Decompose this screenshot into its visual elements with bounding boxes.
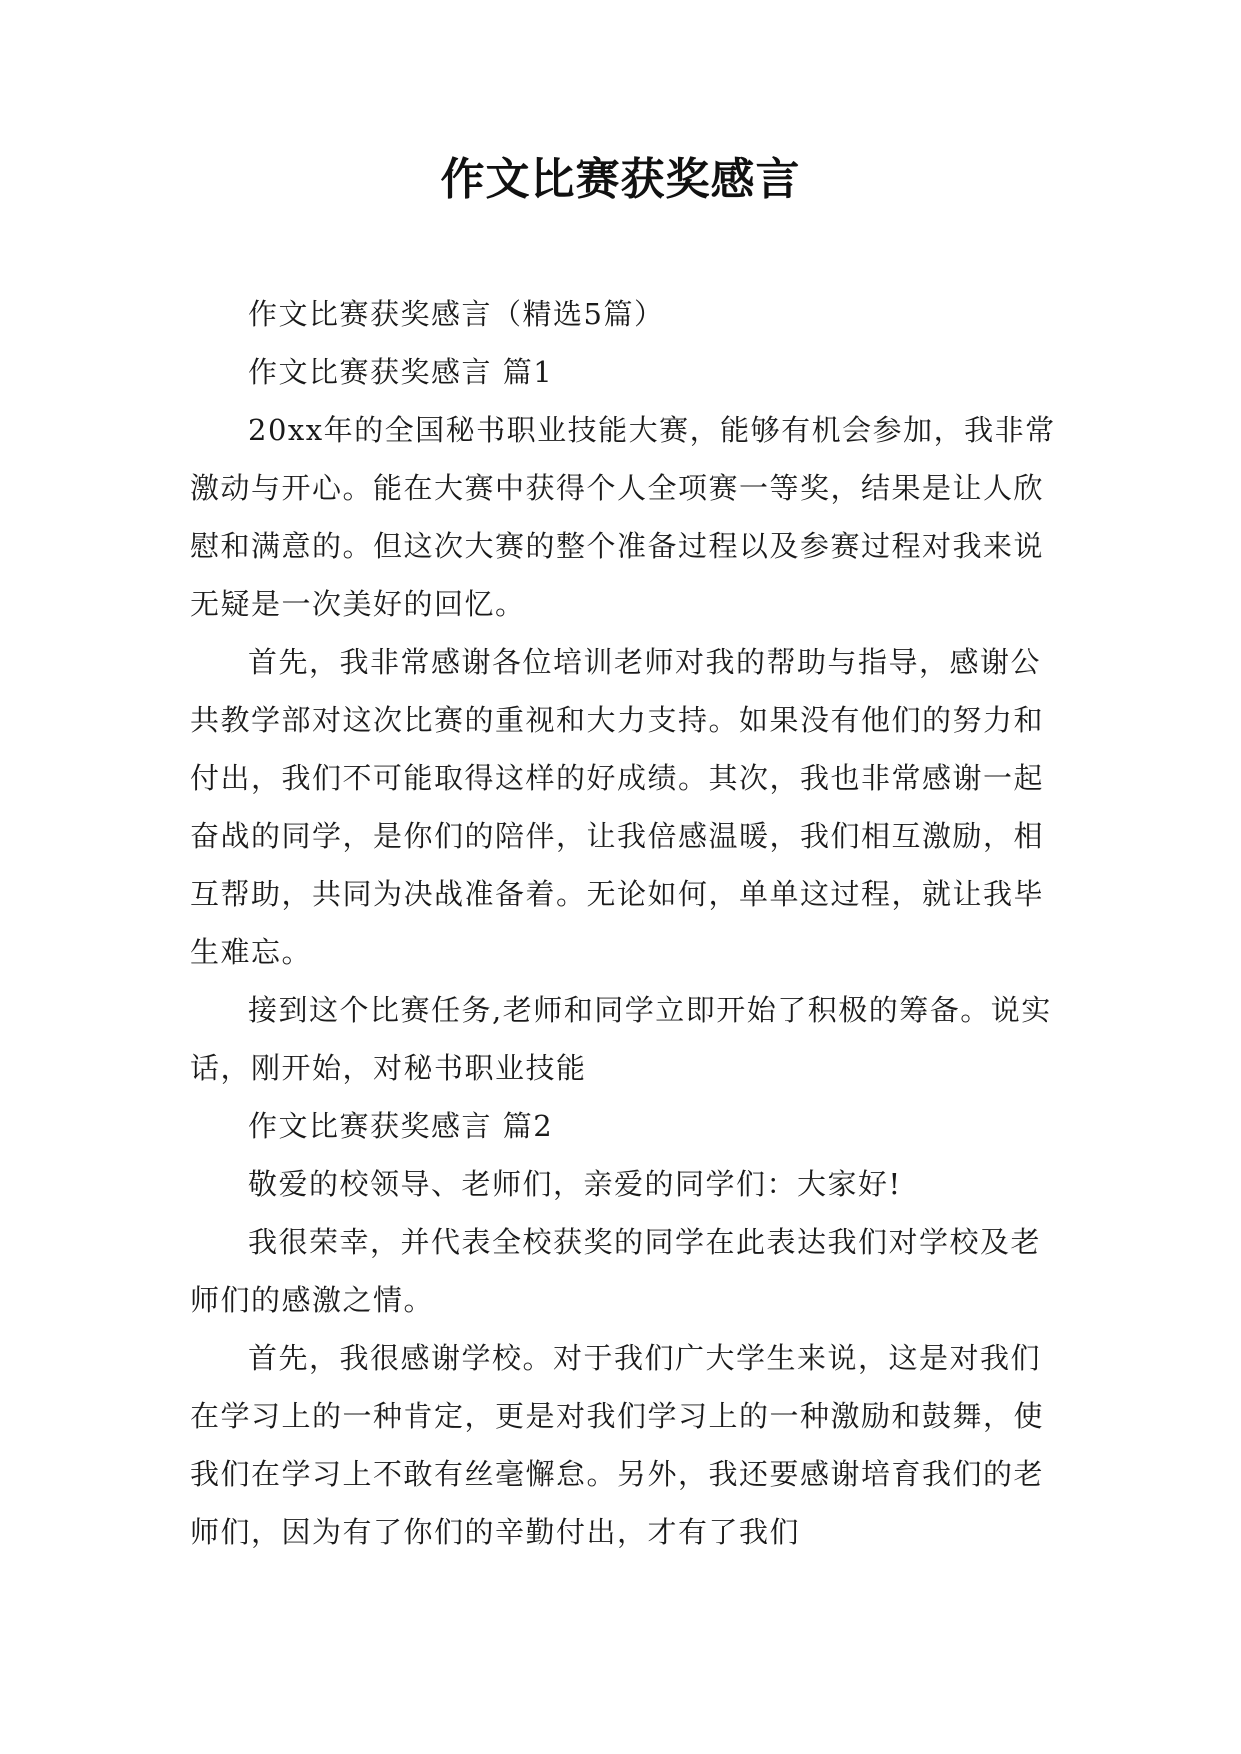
paragraph-section-heading-1: 作文比赛获奖感言 篇1	[248, 355, 554, 389]
paragraph: 接到这个比赛任务,老师和同学立即开始了积极的筹备。说实话，刚开始，对秘书职业技能	[190, 993, 1052, 1085]
paragraph: 首先，我非常感谢各位培训老师对我的帮助与指导，感谢公共教学部对这次比赛的重视和大力支持。如果没有他们的努力和付出，我们不可能取得这样的好成绩。其次，我也非常感谢一起奋战的同学，是你们的陪伴，让我倍感温暖，我们相互激励，相互帮助，共同为决战准备着。无论如何，单单这过程，就让我毕生难忘。	[190, 645, 1045, 969]
document-body	[190, 285, 1060, 1561]
paragraph: 首先，我很感谢学校。对于我们广大学生来说，这是对我们在学习上的一种肯定，更是对我们学习上的一种激励和鼓舞，使我们在学习上不敢有丝毫懈怠。另外，我还要感谢培育我们的老师们，因为有了你们的辛勤付出，才有了我们	[190, 1341, 1045, 1549]
paragraph-greeting: 敬爱的校领导、老师们，亲爱的同学们：大家好!	[248, 1167, 902, 1201]
paragraph: 我很荣幸，并代表全校获奖的同学在此表达我们对学校及老师们的感激之情。	[190, 1225, 1042, 1317]
paragraph: 20xx年的全国秘书职业技能大赛，能够有机会参加，我非常激动与开心。能在大赛中获得个人全项赛一等奖，结果是让人欣慰和满意的。但这次大赛的整个准备过程以及参赛过程对我来说无疑是一次美好的回忆。	[190, 413, 1056, 621]
document-title: 作文比赛获奖感言	[440, 154, 801, 205]
paragraph-section-heading-2: 作文比赛获奖感言 篇2	[248, 1109, 554, 1143]
paragraph-subtitle: 作文比赛获奖感言（精选5篇）	[248, 297, 665, 331]
